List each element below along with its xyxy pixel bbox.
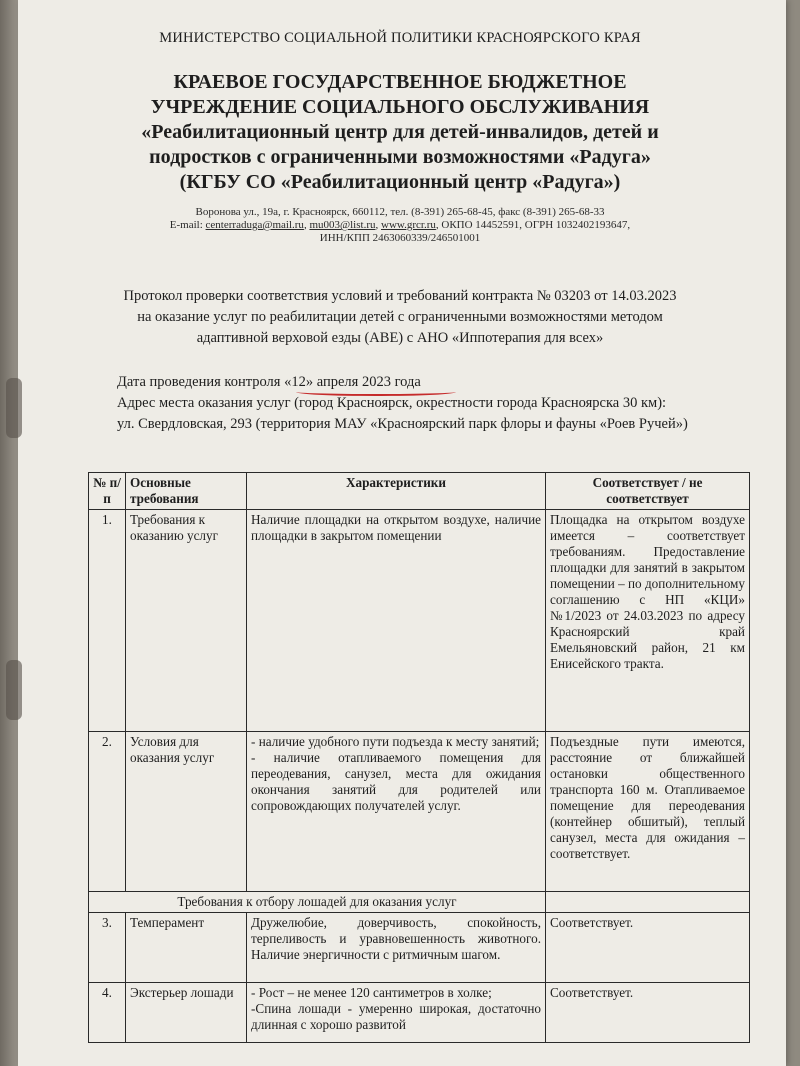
table-row xyxy=(89,983,750,1043)
email-link-2[interactable]: mu003@list.ru xyxy=(309,219,376,231)
protocol-line: на оказание услуг по реабилитации детей с ограниченными возможностями методом xyxy=(137,309,663,325)
header-compliance: Соответствует / не соответствует xyxy=(546,473,750,510)
row-number: 1. xyxy=(89,510,126,732)
org-line: УЧРЕЖДЕНИЕ СОЦИАЛЬНОГО ОБСЛУЖИВАНИЯ xyxy=(150,96,650,118)
compliance-table xyxy=(88,472,750,1043)
email-link-1[interactable]: centerraduga@mail.ru xyxy=(205,219,304,231)
table-row xyxy=(89,510,750,732)
row-characteristics: Наличие площадки на открытом воздухе, наличие площадки в закрытом помещении xyxy=(247,510,546,732)
control-info xyxy=(117,372,737,435)
row-number: 4. xyxy=(89,983,126,1043)
row-characteristics: Дружелюбие, доверчивость, спокойность, терпеливость и уравновешенность животного. Наличие энергичности с ритмичным шагом. xyxy=(247,913,546,983)
row-requirement: Условия для оказания услуг xyxy=(126,732,247,892)
tax-id-line: ИНН/КПП 2463060339/246501001 xyxy=(319,232,481,244)
protocol-line: Протокол проверки соответствия условий и требований контракта № 03203 от 14.03.2023 xyxy=(123,288,677,304)
control-date-label: Дата проведения контроля xyxy=(117,374,285,390)
org-line: «Реабилитационный центр для детей-инвалидов, детей и xyxy=(141,121,659,143)
binding-hole xyxy=(6,378,22,438)
header-number: № п/п xyxy=(89,473,126,510)
ministry-heading: МИНИСТЕРСТВО СОЦИАЛЬНОЙ ПОЛИТИКИ КРАСНОЯРСКОГО КРАЯ xyxy=(159,30,641,46)
registry-codes: , ОКПО 14452591, ОГРН 1032402193647, xyxy=(435,219,631,231)
binding-hole xyxy=(6,660,22,720)
row-number: 3. xyxy=(89,913,126,983)
row-requirement: Требования к оказанию услуг xyxy=(126,510,247,732)
org-line: КРАЕВОЕ ГОСУДАРСТВЕННОЕ БЮДЖЕТНОЕ xyxy=(173,71,627,93)
contact-info xyxy=(0,206,800,245)
protocol-title xyxy=(0,286,800,349)
org-line: подростков с ограниченными возможностями «Радуга» xyxy=(149,146,651,168)
red-pen-underline xyxy=(296,388,456,396)
website-link[interactable]: www.grcr.ru xyxy=(381,219,436,231)
organization-name xyxy=(0,70,800,195)
org-line: (КГБУ СО «Реабилитационный центр «Радуга») xyxy=(179,171,621,193)
email-line: E-mail: centerraduga@mail.ru, mu003@list.ru, www.grcr.ru, ОКПО 14452591, ОГРН 1032402193647, xyxy=(169,219,631,231)
row-compliance: Подъездные пути имеются, расстояние от ближайшей остановки общественного транспорта 160 м. Отапливаемое помещение для переодевания (контейнер обшитый), теплый санузел, места для ожидания – соответствует. xyxy=(546,732,750,892)
row-number: 2. xyxy=(89,732,126,892)
protocol-line: адаптивной верховой езды (АВЕ) с АНО «Иппотерапия для всех» xyxy=(196,330,604,346)
row-characteristics: - наличие удобного пути подъезда к месту занятий; - наличие отапливаемого помещения для переодевания, санузел, места для ожидания окончания занятий для родителей или сопровождающих получателей услуг. xyxy=(247,732,546,892)
service-address-value: ул. Свердловская, 293 (территория МАУ «Красноярский парк флоры и фауны «Роев Ручей») xyxy=(117,416,688,432)
header-characteristics: Характеристики xyxy=(247,473,546,510)
table-section-row xyxy=(89,892,750,913)
address-phone-line: Воронова ул., 19а, г. Красноярск, 660112, тел. (8-391) 265-68-45, факс (8-391) 265-68-33 xyxy=(195,206,605,218)
row-compliance: Соответствует. xyxy=(546,983,750,1043)
row-characteristics: - Рост – не менее 120 сантиметров в холке; -Спина лошади - умеренно широкая, достаточно длинная с хорошо развитой xyxy=(247,983,546,1043)
email-label: E-mail: xyxy=(169,219,203,231)
row-requirement: Темперамент xyxy=(126,913,247,983)
service-address-label: Адрес места оказания услуг (город Красноярск, окрестности города Красноярска 30 км): xyxy=(117,395,667,411)
table-row xyxy=(89,732,750,892)
control-date-value: «12» апреля 2023 года xyxy=(284,374,421,390)
table-header-row xyxy=(89,473,750,510)
row-compliance: Соответствует. xyxy=(546,913,750,983)
section-title: Требования к отбору лошадей для оказания услуг xyxy=(89,892,546,913)
table-row xyxy=(89,913,750,983)
row-requirement: Экстерьер лошади xyxy=(126,983,247,1043)
row-compliance: Площадка на открытом воздухе имеется – соответствует требованиям. Предоставление площадки для занятий в закрытом помещении – по дополнительному соглашению с НП «КЦИ» №1/2023 от 24.03.2023 по адресу Красноярский край Емельяновский район, 21 км Енисейского тракта. xyxy=(546,510,750,732)
section-empty-cell xyxy=(546,892,750,913)
header-requirements: Основные требования xyxy=(126,473,247,510)
